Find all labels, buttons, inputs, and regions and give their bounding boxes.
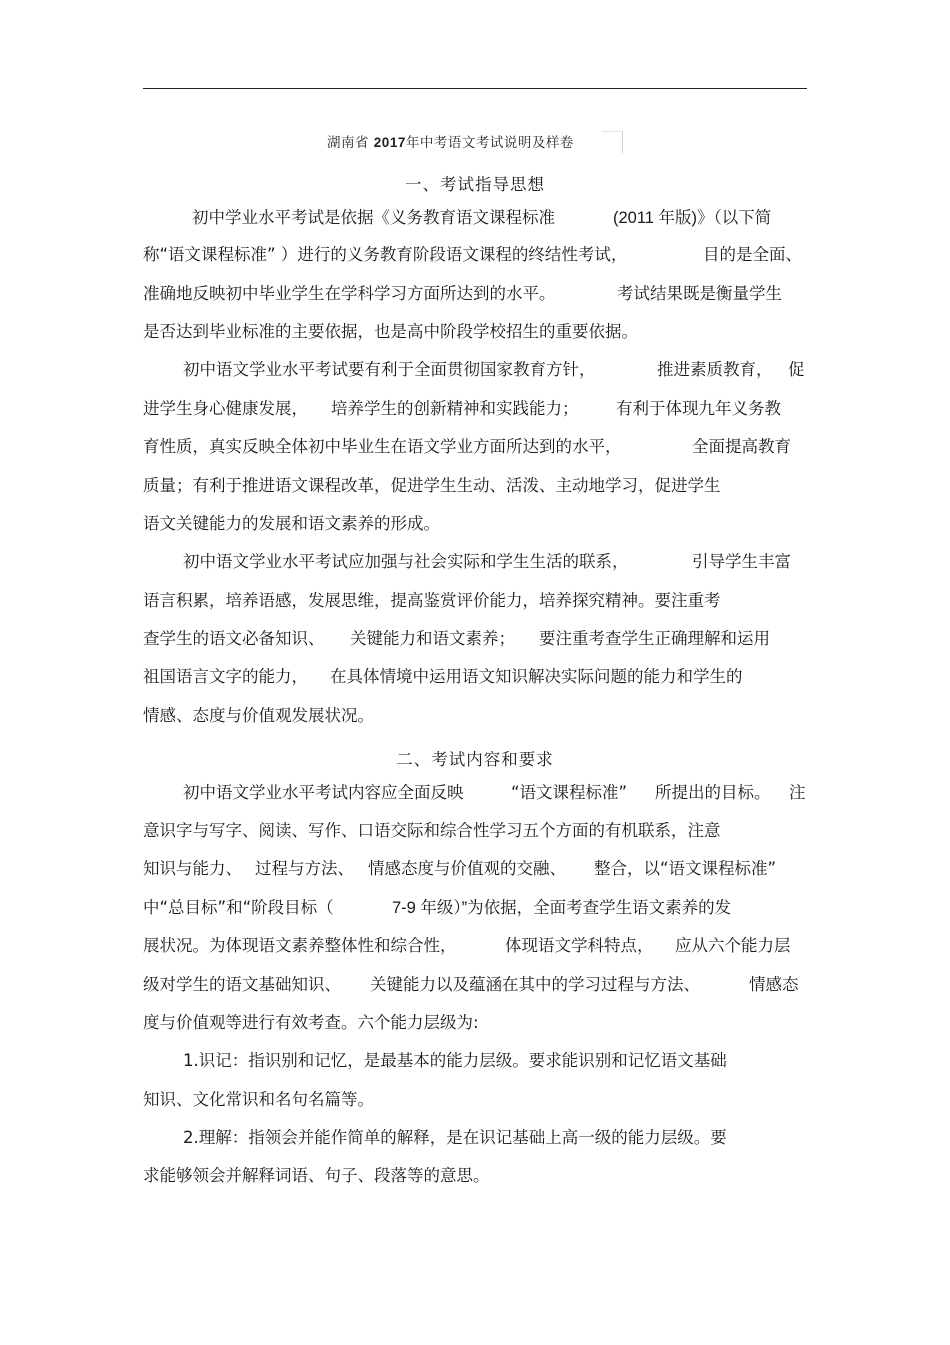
header-rule: [143, 88, 807, 89]
item2-line1: 2.理解：指领会并能作简单的解释，是在识记基础上高一级的能力层级。要: [183, 1128, 727, 1147]
s1p3-line1b: 引导学生丰富: [692, 552, 791, 571]
item1-line1: 1.识记：指识别和记忆，是最基本的能力层级。要求能识别和记忆语文基础: [183, 1051, 727, 1070]
s2p1-line3b: 过程与方法、: [255, 859, 354, 878]
s1p3-line3a: 查学生的语文必备知识、: [143, 629, 325, 648]
s1p3-line3c: 要注重考查学生正确理解和运用: [539, 629, 770, 648]
section1-heading: 一、考试指导思想: [405, 175, 545, 194]
s1p1-line3b: 考试结果既是衡量学生: [617, 284, 782, 303]
s1p2-line3b: 全面提高教育: [692, 437, 791, 456]
s2p1-line6c: 情感态: [749, 975, 799, 994]
s2p1-line3a: 知识与能力、: [143, 859, 242, 878]
s1p3-line4a: 祖国语言文字的能力，: [143, 667, 308, 686]
s1p1-line1a: 初中学业水平考试是依据《义务教育语文课程标准: [192, 208, 555, 227]
s2p1-line6a: 级对学生的语文基础知识、: [143, 975, 341, 994]
s1p3-line1a: 初中语文学业水平考试应加强与社会实际和学生生活的联系，: [183, 552, 629, 571]
s2p1-line5c: 应从六个能力层: [675, 936, 791, 955]
title-suffix: 年中考语文考试说明及样卷: [405, 135, 574, 151]
s1p1-line2a: 称“语文课程标准” ）进行的义务教育阶段语文课程的终结性考试，: [143, 245, 628, 264]
s1p1-line1b: (2011 年版)》（以下简: [613, 209, 772, 227]
s2p1-line1b: “语文课程标准”: [511, 783, 628, 802]
item2-line2: 求能够领会并解释词语、句子、段落等的意思。: [143, 1166, 490, 1185]
s1p2-line1a: 初中语文学业水平考试要有利于全面贯彻国家教育方针，: [183, 360, 596, 379]
s1p1-line3a: 准确地反映初中毕业学生在学科学习方面所达到的水平。: [143, 284, 556, 303]
document-title: [327, 131, 574, 151]
title-year: 2017: [373, 135, 406, 150]
title-prefix: 湖南省: [327, 135, 369, 151]
s2p1-line5b: 体现语文学科特点，: [505, 936, 654, 955]
s2p1-line1c: 所提出的目标。: [655, 783, 771, 802]
s2p1-line4a: 中“总目标”和“阶段目标（: [143, 898, 334, 917]
section2-heading: 二、考试内容和要求: [396, 750, 554, 769]
title-frame-mark: [602, 131, 623, 153]
s1p3-line5: 情感、态度与价值观发展状况。: [143, 706, 374, 725]
s1p1-line4: 是否达到毕业标准的主要依据，也是高中阶段学校招生的重要依据。: [143, 322, 638, 341]
s1p2-line2b: 培养学生的创新精神和实践能力；: [331, 399, 579, 418]
s1p2-line4: 质量；有利于推进语文课程改革，促进学生生动、活泼、主动地学习，促进学生: [143, 476, 721, 495]
s2p1-line4b: 7-9 年级）”为依据，全面考查学生语文素养的发: [392, 899, 732, 917]
s2p1-line2: 意识字与写字、阅读、写作、口语交际和综合性学习五个方面的有机联系，注意: [143, 821, 721, 840]
s2p1-line6b: 关键能力以及蕴涵在其中的学习过程与方法、: [370, 975, 700, 994]
s2p1-line1d: 注: [789, 783, 806, 802]
s2p1-line3c: 情感态度与价值观的交融、: [368, 859, 566, 878]
s1p3-line3b: 关键能力和语文素养；: [350, 629, 515, 648]
s1p1-line2b: 目的是全面、: [703, 245, 802, 264]
s1p2-line2c: 有利于体现九年义务教: [616, 399, 781, 418]
s1p2-line5: 语文关键能力的发展和语文素养的形成。: [143, 514, 440, 533]
s2p1-line3d: 整合，以“语文课程标准”: [594, 859, 777, 878]
s1p3-line4b: 在具体情境中运用语文知识解决实际问题的能力和学生的: [330, 667, 743, 686]
s1p2-line1b: 推进素质教育，: [657, 360, 773, 379]
item1-line2: 知识、文化常识和名句名篇等。: [143, 1090, 374, 1109]
s2p1-line5a: 展状况。为体现语文素养整体性和综合性，: [143, 936, 457, 955]
s1p2-line2a: 进学生身心健康发展，: [143, 399, 308, 418]
s1p2-line3a: 育性质，真实反映全体初中毕业生在语文学业方面所达到的水平，: [143, 437, 622, 456]
s2p1-line7: 度与价值观等进行有效考查。六个能力层级为:: [143, 1013, 479, 1032]
s2p1-line1a: 初中语文学业水平考试内容应全面反映: [183, 783, 464, 802]
s1p3-line2: 语言积累，培养语感，发展思维，提高鉴赏评价能力，培养探究精神。要注重考: [143, 591, 721, 610]
s1p2-line1c: 促: [788, 360, 805, 379]
